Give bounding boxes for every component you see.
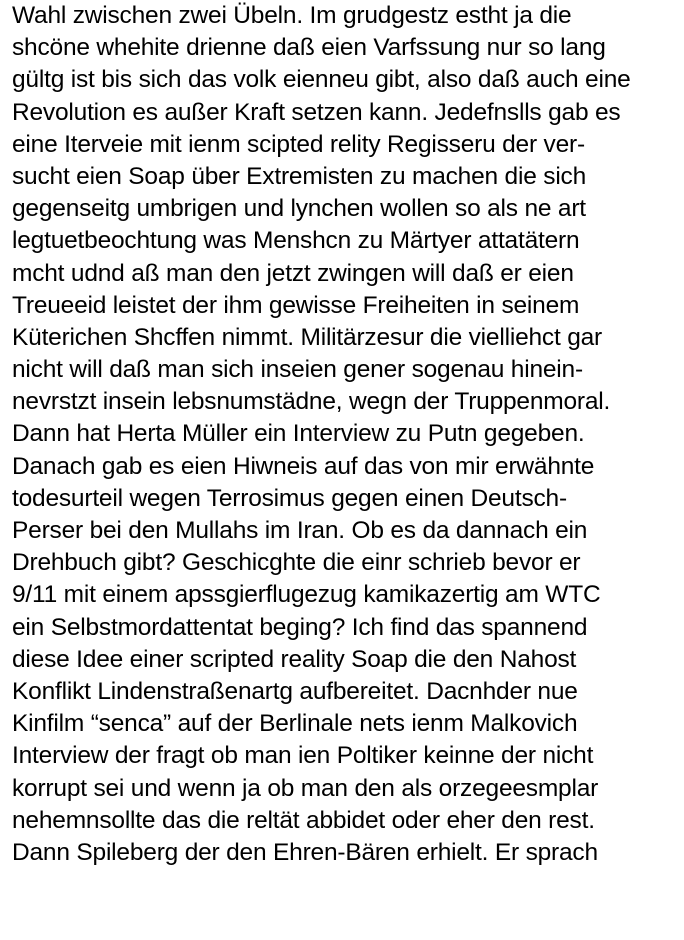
text-line: nehemnsollte das die reltät abbidet oder eher den rest.: [12, 806, 595, 834]
text-line: gültg ist bis sich das volk eienneu gibt, also daß auch eine: [12, 66, 631, 94]
text-line: sucht eien Soap über Extremisten zu machen die sich: [12, 162, 587, 190]
text-line: Dann Spileberg der den Ehren-Bären erhielt. Er sprach: [12, 838, 598, 866]
text-line: Wahl zwischen zwei Übeln. Im grudgestz estht ja die: [12, 2, 572, 29]
text-line: Revolution es außer Kraft setzen kann. Jedefnslls gab es: [12, 98, 621, 126]
text-line: eine Iterveie mit ienm scipted relity Regisseru der ver-: [12, 130, 585, 158]
text-line: Danach gab es eien Hiwneis auf das von mir erwähnte: [12, 452, 595, 480]
text-line: Perser bei den Mullahs im Iran. Ob es da dannach ein: [12, 517, 588, 544]
text-line: Küterichen Shcffen nimmt. Militärzesur die vielliehct gar: [12, 323, 603, 351]
document-page: [12, 0, 680, 940]
text-line: Dann hat Herta Müller ein Interview zu Putn gegeben.: [12, 420, 585, 448]
text-line: mcht udnd aß man den jetzt zwingen will daß er eien: [12, 259, 574, 287]
text-line: korrupt sei und wenn ja ob man den als orzegeesmplar: [12, 774, 599, 802]
text-line: nevrstzt insein lebsnumstädne, wegn der Truppenmoral.: [12, 388, 611, 416]
text-line: Drehbuch gibt? Geschicghte die einr schrieb bevor er: [12, 549, 581, 577]
text-line: Kinfilm “senca” auf der Berlinale nets ienm Malkovich: [12, 710, 578, 738]
text-line: nicht will daß man sich inseien gener sogenau hinein-: [12, 356, 583, 384]
text-line: Konflikt Lindenstraßenartg aufbereitet. Dacnhder nue: [12, 677, 578, 705]
text-line: gegenseitg umbrigen und lynchen wollen so als ne art: [12, 195, 586, 223]
text-line: Interview der fragt ob man ien Poltiker keinne der nicht: [12, 742, 594, 770]
text-line: todesurteil wegen Terrosimus gegen einen Deutsch-: [12, 484, 567, 512]
text-line: ein Selbstmordattentat beging? Ich find das spannend: [12, 613, 588, 641]
text-line: legtuetbeochtung was Menshcn zu Märtyer attatätern: [12, 227, 580, 255]
text-line: Treueeid leistet der ihm gewisse Freiheiten in seinem: [12, 291, 580, 319]
text-line: diese Idee einer scripted reality Soap die den Nahost: [12, 645, 577, 673]
text-line: shcöne whehite drienne daß eien Varfssung nur so lang: [12, 34, 606, 62]
text-line: 9/11 mit einem apssgierflugezug kamikazertig am WTC: [12, 581, 601, 609]
